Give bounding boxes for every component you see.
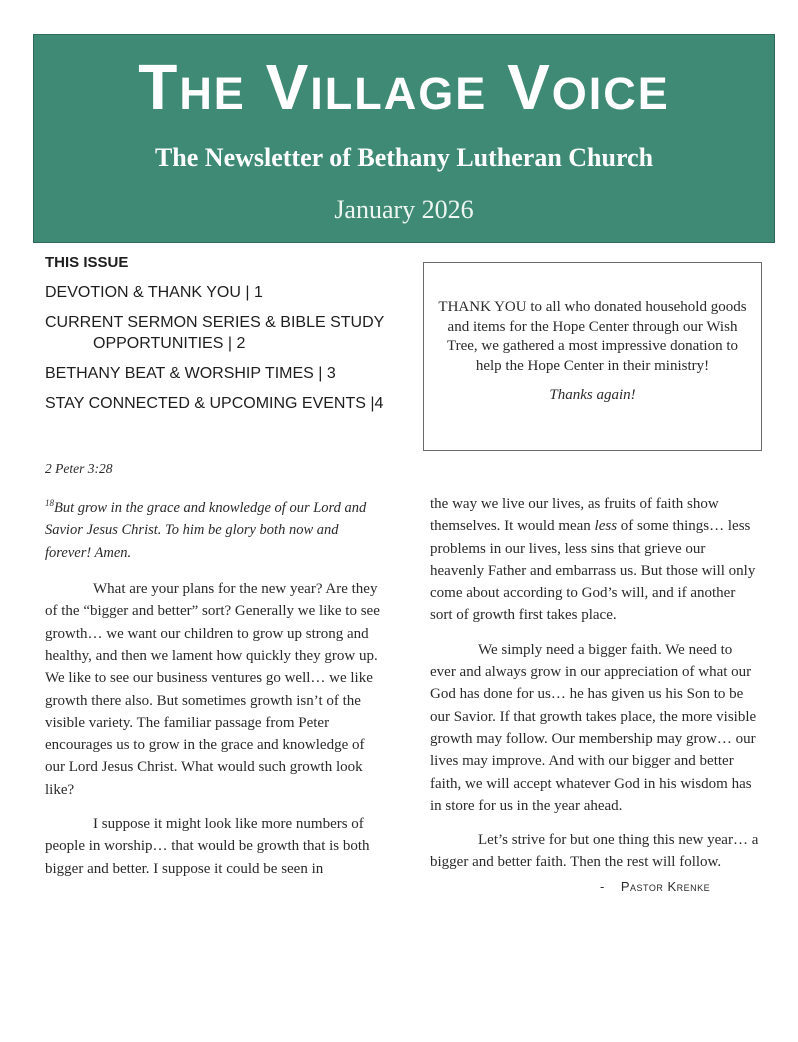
scripture-verse xyxy=(45,492,385,564)
thank-you-message: THANK YOU to all who donated household goods and items for the Hope Center through our Wish Tree, we gathered a most impressive donation to help the Hope Center in their ministry! xyxy=(438,299,747,374)
paragraph-text: the way we live our lives, as fruits of faith show themselves. It would mean xyxy=(430,496,719,535)
toc-item xyxy=(45,282,425,303)
devotion-paragraph-continued xyxy=(430,493,760,627)
signature-dash: - xyxy=(600,879,605,894)
scripture-reference: 2 Peter 3:28 xyxy=(45,461,113,476)
signature xyxy=(600,879,770,894)
devotion-column-right xyxy=(430,493,760,874)
thank-you-box xyxy=(423,262,762,451)
devotion-paragraph: Let’s strive for but one thing this new year… a bigger and better faith. Then the rest will follow. xyxy=(430,832,759,871)
this-issue-section xyxy=(45,254,425,423)
verse-text: But grow in the grace and knowledge of our Lord and Savior Jesus Christ. To him be glory both now and forever! Amen. xyxy=(45,500,367,561)
this-issue-heading: THIS ISSUE xyxy=(45,254,129,271)
toc-item-text: STAY CONNECTED & UPCOMING EVENTS |4 xyxy=(45,395,384,412)
thank-you-closing: Thanks again! xyxy=(549,387,636,403)
paragraph-text: of some things… less problems in our lives, less sins that grieve our heavenly Father and embarrass us. But those will only come about according to God’s will, and if another sort of growth first takes place. xyxy=(430,518,756,624)
emphasis-text: less xyxy=(594,518,618,535)
issue-date: January 2026 xyxy=(334,195,474,224)
verse-number: 18 xyxy=(45,498,54,509)
toc-item-text: DEVOTION & THANK YOU | 1 xyxy=(45,284,263,301)
toc-item xyxy=(45,312,425,354)
newsletter-subtitle: The Newsletter of Bethany Lutheran Church xyxy=(154,143,654,172)
devotion-column-left xyxy=(45,458,385,880)
toc-item-text: CURRENT SERMON SERIES & BIBLE STUDY xyxy=(45,314,385,331)
toc-item xyxy=(45,393,425,414)
signature-name: Pastor Krenke xyxy=(620,879,711,894)
masthead-banner xyxy=(33,34,775,243)
devotion-paragraph: What are your plans for the new year? Are they of the “bigger and better” sort? Generally we like to see growth… we want our children to grow up strong and healthy, and then we lament how quickly they grow up. We like to see our business ventures go well… we like growth there also. But sometimes growth isn’t of the visible variety. The familiar passage from Peter encourages us to grow in the grace and knowledge of our Lord Jesus Christ. What would such growth look like? xyxy=(45,581,380,798)
devotion-paragraph: We simply need a bigger faith. We need to ever and always grow in our appreciation of what our God has done for us… he has given us his Son to be our Savior. If that growth takes place, the more visible growth may follow. Our membership may grow… our lives may improve. And with our bigger and better faith, we will accept whatever God in his wisdom has in store for us in the year ahead. xyxy=(430,641,757,814)
toc-item xyxy=(45,363,425,384)
toc-item-continuation: OPPORTUNITIES | 2 xyxy=(93,335,246,352)
newsletter-title: The Village Voice xyxy=(138,51,670,123)
toc-item-text: BETHANY BEAT & WORSHIP TIMES | 3 xyxy=(45,365,336,382)
devotion-paragraph: I suppose it might look like more numbers of people in worship… that would be growth that is both bigger and better. I suppose it could be seen in xyxy=(45,815,370,877)
